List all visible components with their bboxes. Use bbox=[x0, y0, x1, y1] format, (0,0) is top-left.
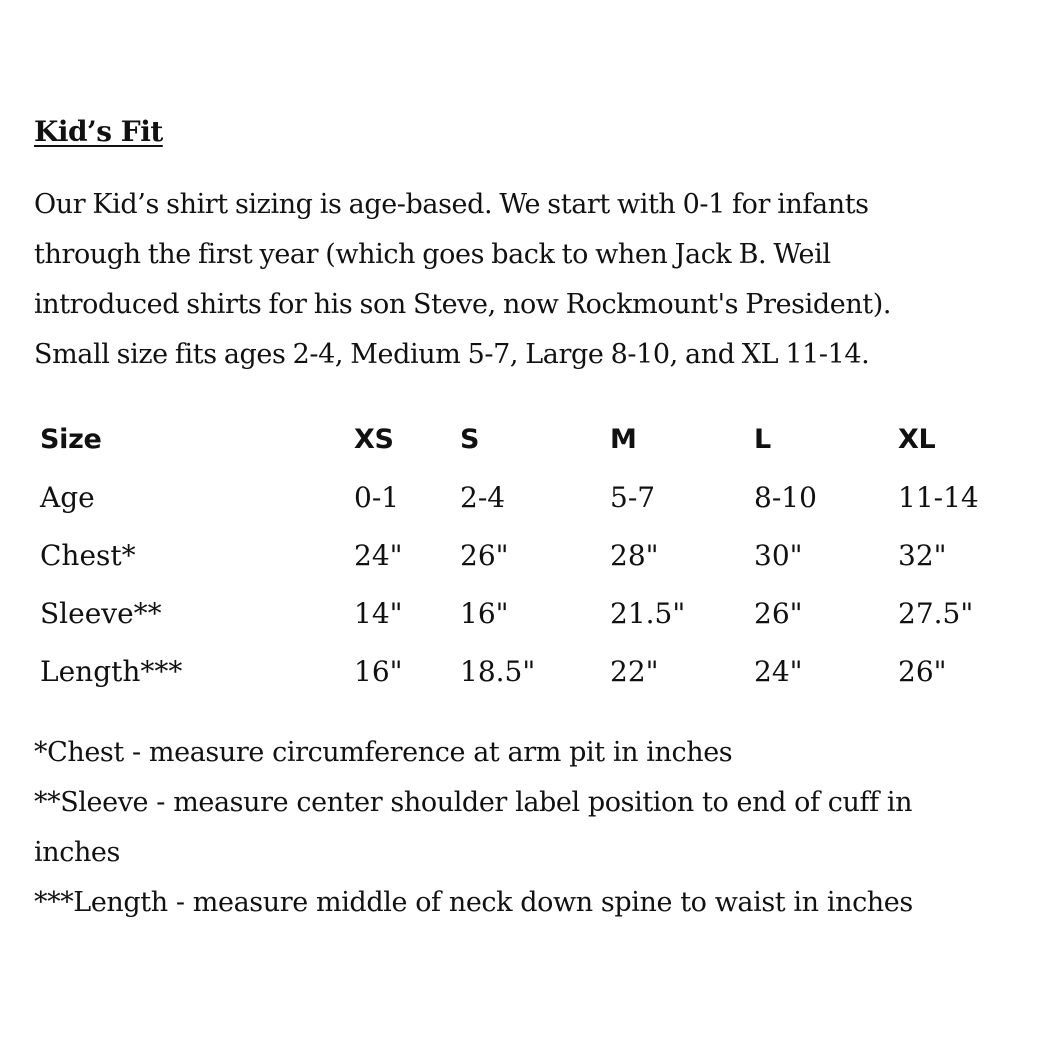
row-label: Sleeve** bbox=[40, 596, 162, 630]
intro-line: through the first year (which goes back to when Jack B. Weil bbox=[34, 239, 831, 270]
note-chest: *Chest - measure circumference at arm pit in inches bbox=[34, 737, 733, 768]
table-cell: 14" bbox=[354, 596, 403, 630]
table-cell: 16" bbox=[460, 596, 509, 630]
size-table bbox=[40, 410, 1038, 700]
intro-line: Small size fits ages 2-4, Medium 5-7, Large 8-10, and XL 11-14. bbox=[34, 339, 870, 370]
table-cell: 28" bbox=[610, 538, 659, 572]
note-sleeve: **Sleeve - measure center shoulder label position to end of cuff in bbox=[34, 787, 913, 818]
table-cell: 24" bbox=[354, 538, 403, 572]
header-cell-xl: XL bbox=[898, 423, 936, 455]
row-label: Chest* bbox=[40, 538, 136, 572]
note-sleeve-continued: inches bbox=[34, 837, 120, 868]
table-cell: 26" bbox=[460, 538, 509, 572]
table-cell: 27.5" bbox=[898, 596, 974, 630]
table-cell: 2-4 bbox=[460, 480, 506, 514]
table-cell: 32" bbox=[898, 538, 947, 572]
table-row-sleeve bbox=[40, 584, 1038, 642]
intro-paragraph bbox=[34, 180, 1044, 380]
table-cell: 22" bbox=[610, 654, 659, 688]
table-row-age bbox=[40, 468, 1038, 526]
table-row-length bbox=[40, 642, 1038, 700]
note-length: ***Length - measure middle of neck down spine to waist in inches bbox=[34, 887, 913, 918]
table-cell: 24" bbox=[754, 654, 803, 688]
header-cell-s: S bbox=[460, 423, 480, 455]
table-cell: 21.5" bbox=[610, 596, 686, 630]
row-label: Age bbox=[40, 480, 95, 514]
table-cell: 18.5" bbox=[460, 654, 536, 688]
table-cell: 0-1 bbox=[354, 480, 400, 514]
row-label: Length*** bbox=[40, 654, 183, 688]
size-guide bbox=[34, 112, 1054, 928]
table-cell: 26" bbox=[898, 654, 947, 688]
section-heading: Kid’s Fit bbox=[34, 115, 163, 148]
table-cell: 30" bbox=[754, 538, 803, 572]
table-cell: 8-10 bbox=[754, 480, 817, 514]
table-cell: 5-7 bbox=[610, 480, 656, 514]
intro-line: Our Kid’s shirt sizing is age-based. We start with 0-1 for infants bbox=[34, 189, 869, 220]
intro-line: introduced shirts for his son Steve, now Rockmount's President). bbox=[34, 289, 892, 320]
table-header-row bbox=[40, 410, 1038, 468]
header-cell-xs: XS bbox=[354, 423, 394, 455]
header-cell-l: L bbox=[754, 423, 771, 455]
table-cell: 26" bbox=[754, 596, 803, 630]
table-row-chest bbox=[40, 526, 1038, 584]
table-cell: 11-14 bbox=[898, 480, 979, 514]
table-cell: 16" bbox=[354, 654, 403, 688]
header-cell-size: Size bbox=[40, 423, 102, 455]
measurement-notes bbox=[34, 728, 1054, 928]
header-cell-m: M bbox=[610, 423, 637, 455]
